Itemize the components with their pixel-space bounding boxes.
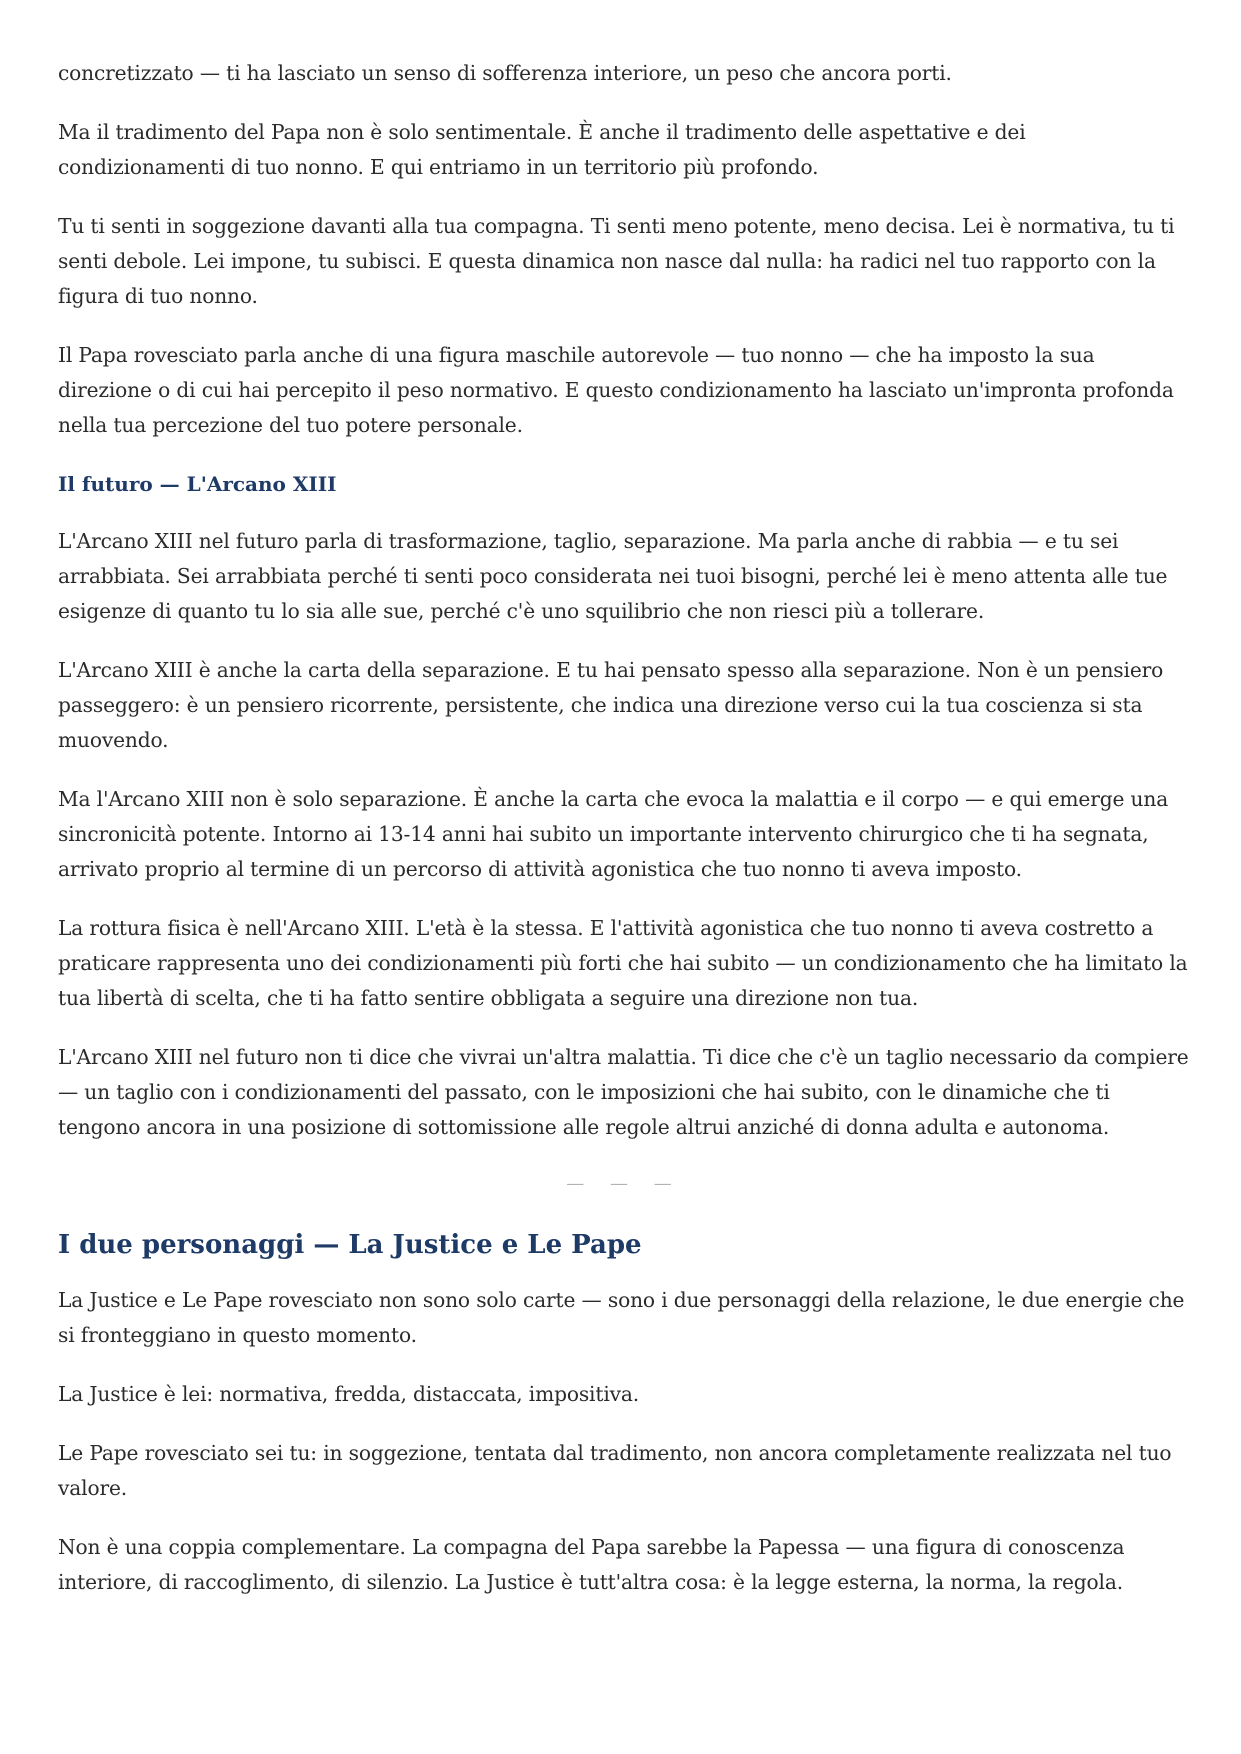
section-heading: I due personaggi — La Justice e Le Pape <box>58 1230 642 1260</box>
section-subheading: Il futuro — L'Arcano XIII <box>58 472 337 496</box>
section-divider: — — — <box>566 1173 682 1194</box>
paragraph: Ma l'Arcano XIII non è solo separazione. È anche la carta che evoca la malattia e il corpo — e qui emerge una sincronicità potente. Intorno ai 13-14 anni hai subito un importante intervento chirurgico che ti ha segnata, arrivato proprio al termine di un percorso di attività agonistica che tuo nonno ti aveva imposto. <box>58 787 1169 881</box>
paragraph: La Justice è lei: normativa, fredda, distaccata, impositiva. <box>58 1382 640 1406</box>
paragraph: La rottura fisica è nell'Arcano XIII. L'età è la stessa. E l'attività agonistica che tuo nonno ti aveva costretto a praticare rappresenta uno dei condizionamenti più forti che hai subito — un condizionamento che ha limitato la tua libertà di scelta, che ti ha fatto sentire obbligata a seguire una direzione non tua. <box>58 916 1188 1010</box>
paragraph: La Justice e Le Pape rovesciato non sono solo carte — sono i due personaggi della relazione, le due energie che si fronteggiano in questo momento. <box>58 1288 1185 1347</box>
paragraph: L'Arcano XIII è anche la carta della separazione. E tu hai pensato spesso alla separazione. Non è un pensiero passeggero: è un pensiero ricorrente, persistente, che indica una direzione verso cui la tua coscienza si sta muovendo. <box>58 658 1164 752</box>
paragraph: Il Papa rovesciato parla anche di una figura maschile autorevole — tuo nonno — che ha imposto la sua direzione o di cui hai percepito il peso normativo. E questo condizionamento ha lasciato un'impronta profonda nella tua percezione del tuo potere personale. <box>58 343 1174 437</box>
paragraph: Le Pape rovesciato sei tu: in soggezione, tentata dal tradimento, non ancora completamente realizzata nel tuo valore. <box>58 1441 1172 1500</box>
paragraph: L'Arcano XIII nel futuro non ti dice che vivrai un'altra malattia. Ti dice che c'è un taglio necessario da compiere — un taglio con i condizionamenti del passato, con le imposizioni che hai subito, con le dinamiche che ti tengono ancora in una posizione di sottomissione alle regole altrui anziché di donna adulta e autonoma. <box>58 1045 1189 1139</box>
document-page <box>58 56 1190 1624</box>
paragraph: concretizzato — ti ha lasciato un senso di sofferenza interiore, un peso che ancora porti. <box>58 61 952 85</box>
paragraph: Non è una coppia complementare. La compagna del Papa sarebbe la Papessa — una figura di conoscenza interiore, di raccoglimento, di silenzio. La Justice è tutt'altra cosa: è la legge esterna, la norma, la regola. <box>58 1535 1125 1594</box>
paragraph: Tu ti senti in soggezione davanti alla tua compagna. Ti senti meno potente, meno decisa. Lei è normativa, tu ti senti debole. Lei impone, tu subisci. E questa dinamica non nasce dal nulla: ha radici nel tuo rapporto con la figura di tuo nonno. <box>58 214 1175 308</box>
paragraph: Ma il tradimento del Papa non è solo sentimentale. È anche il tradimento delle aspettative e dei condizionamenti di tuo nonno. E qui entriamo in un territorio più profondo. <box>58 120 1026 179</box>
paragraph: L'Arcano XIII nel futuro parla di trasformazione, taglio, separazione. Ma parla anche di rabbia — e tu sei arrabbiata. Sei arrabbiata perché ti senti poco considerata nei tuoi bisogni, perché lei è meno attenta alle tue esigenze di quanto tu lo sia alle sue, perché c'è uno squilibrio che non riesci più a tollerare. <box>58 529 1168 623</box>
